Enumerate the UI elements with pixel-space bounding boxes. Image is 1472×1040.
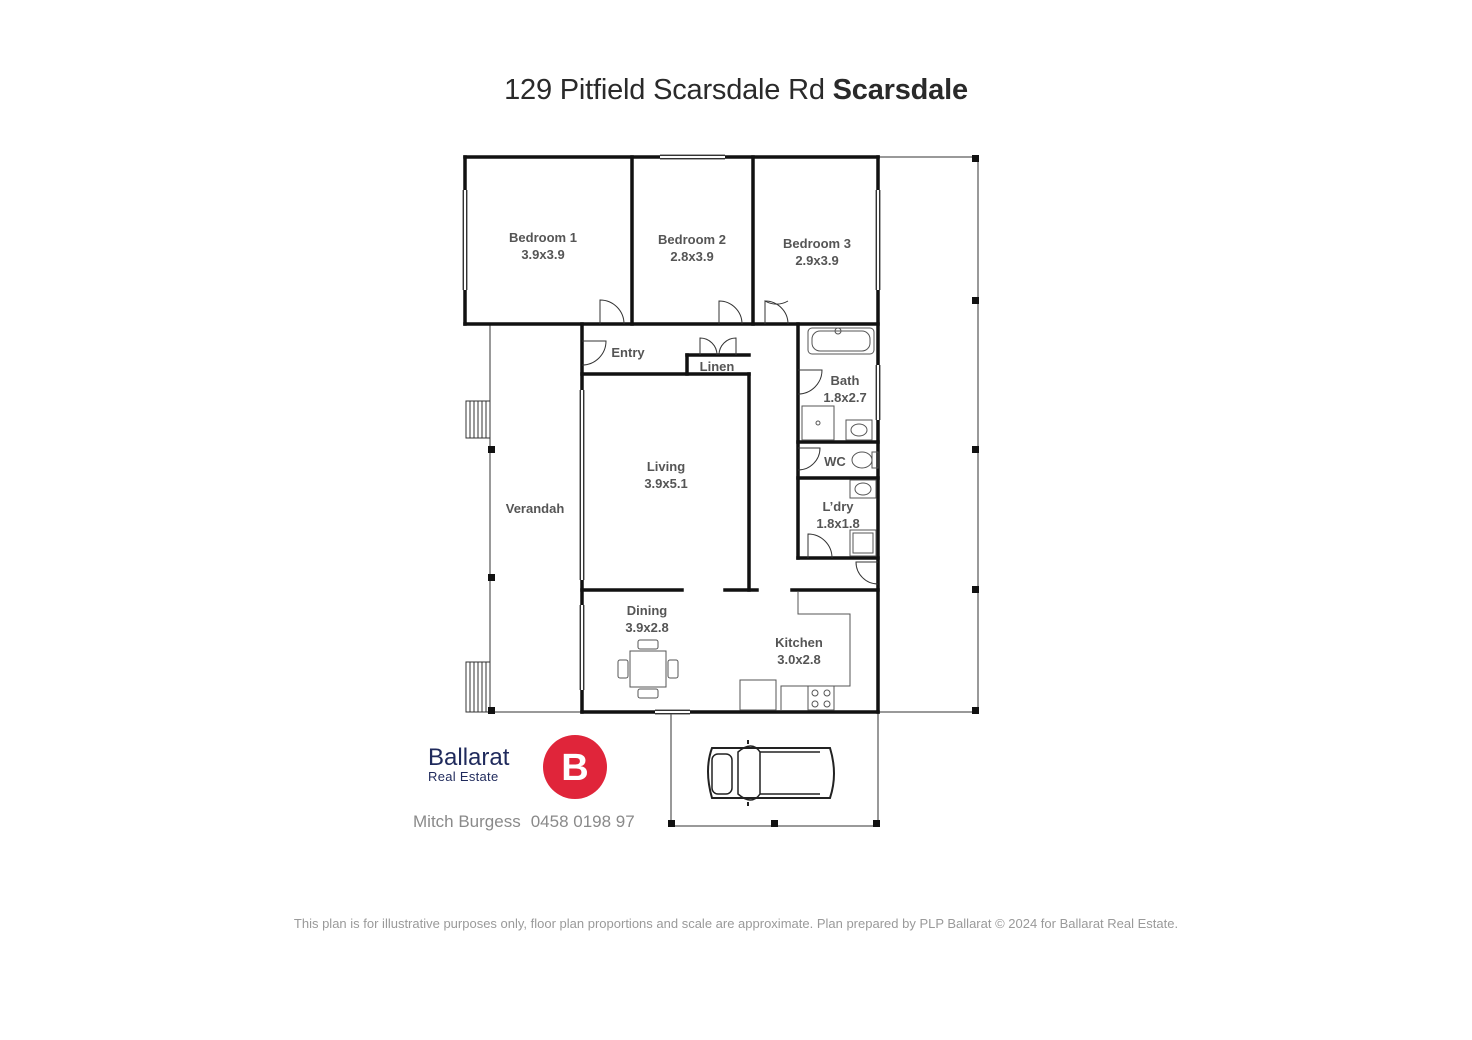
- room-dims: 2.9x3.9: [795, 253, 839, 268]
- room-bedroom-2: [658, 231, 726, 265]
- toilet-fixture: [852, 452, 878, 468]
- room-kitchen: [775, 634, 823, 668]
- carport-outline: [671, 712, 878, 826]
- room-dining: [625, 602, 668, 636]
- dining-table: [618, 640, 678, 698]
- room-name: WC: [824, 454, 846, 469]
- room-dims: 3.0x2.8: [777, 652, 821, 667]
- room-entry: [611, 344, 644, 361]
- room-name: Dining: [626, 603, 668, 618]
- logo-letter: B: [561, 747, 589, 789]
- room-bath: [823, 372, 866, 406]
- room-name: Bedroom 1: [509, 230, 577, 245]
- room-dims: 1.8x2.7: [823, 390, 867, 405]
- room-dims: 3.9x5.1: [644, 476, 688, 491]
- room-dims: 1.8x1.8: [816, 516, 860, 531]
- room-wc: [824, 453, 846, 470]
- room-bedroom-1: [509, 229, 577, 263]
- room-name: Kitchen: [775, 635, 823, 650]
- disclaimer: This plan is for illustrative purposes only, floor plan proportions and scale are approximate. Plan prepared by PLP Ballarat © 2024 for Ballarat Real Estate.: [293, 916, 1179, 931]
- room-name: Verandah: [505, 501, 565, 516]
- room-dims: 3.9x2.8: [625, 620, 669, 635]
- agent-phone: 0458 0198 97: [530, 812, 635, 831]
- agency-logo: [542, 734, 608, 800]
- steps-top: [466, 401, 490, 438]
- room-name: Bedroom 3: [783, 236, 851, 251]
- steps-bottom: [466, 662, 490, 712]
- room-linen: [700, 358, 735, 375]
- room-name: Bath: [830, 373, 860, 388]
- address: 129 Pitfield Scarsdale Rd: [504, 74, 825, 106]
- room-laundry: [816, 498, 859, 532]
- agency-name: Ballarat: [428, 744, 510, 771]
- suburb: Scarsdale: [832, 74, 968, 106]
- agent-contact: [413, 812, 635, 832]
- room-dims: 3.9x3.9: [521, 247, 565, 262]
- agency-subtitle: Real Estate: [428, 769, 499, 784]
- room-verandah: [506, 500, 565, 517]
- room-name: Entry: [611, 345, 645, 360]
- room-living: [644, 458, 687, 492]
- car-icon: [708, 740, 834, 806]
- room-name: L’dry: [822, 499, 854, 514]
- agent-name: Mitch Burgess: [413, 812, 521, 831]
- room-name: Bedroom 2: [658, 232, 726, 247]
- room-dims: 2.8x3.9: [670, 249, 714, 264]
- room-name: Living: [646, 459, 686, 474]
- room-bedroom-3: [783, 235, 851, 269]
- room-name: Linen: [699, 359, 735, 374]
